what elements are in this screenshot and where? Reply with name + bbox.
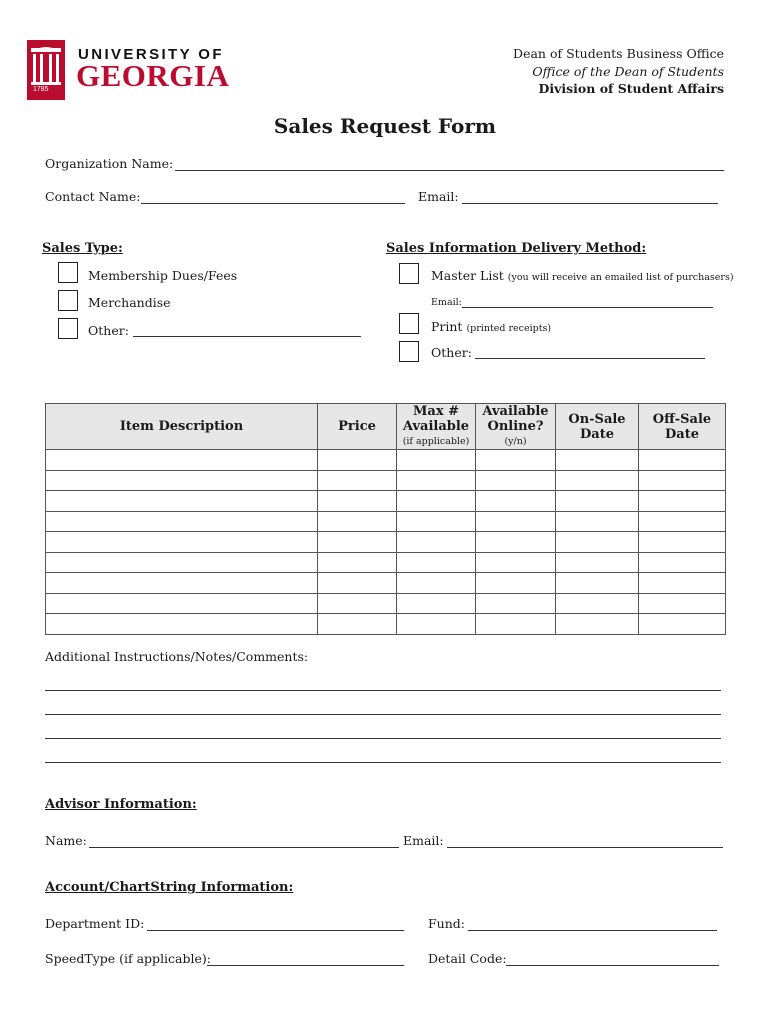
on-sale-date-cell[interactable] (556, 532, 639, 553)
on-sale-date-cell[interactable] (556, 470, 639, 491)
off-sale-date-header (639, 404, 726, 450)
delivery-other-field[interactable] (475, 358, 705, 359)
price-cell[interactable] (318, 491, 397, 512)
print-checkbox[interactable] (399, 313, 419, 334)
off-sale-date-cell[interactable] (639, 491, 726, 512)
speedtype-label: SpeedType (if applicable): (45, 951, 211, 966)
notes-line-2[interactable] (45, 714, 721, 715)
on-sale-date-cell[interactable] (556, 450, 639, 471)
logo-university-of: UNIVERSITY OF (78, 46, 224, 63)
item-description-header (46, 404, 318, 450)
detail-code-field[interactable] (506, 965, 719, 966)
price-cell[interactable] (318, 573, 397, 594)
merchandise-label: Merchandise (88, 295, 171, 310)
on-sale-date-cell[interactable] (556, 573, 639, 594)
table-row (46, 511, 726, 532)
available-online-cell[interactable] (476, 450, 556, 471)
contact-name-field[interactable] (141, 203, 405, 204)
table-row (46, 532, 726, 553)
available-online-cell[interactable] (476, 573, 556, 594)
max-available-cell[interactable] (397, 614, 476, 635)
price-header (318, 404, 397, 450)
print-label (431, 319, 551, 334)
membership-dues-label: Membership Dues/Fees (88, 268, 238, 283)
available-online-cell[interactable] (476, 470, 556, 491)
max-available-cell[interactable] (397, 450, 476, 471)
available-online-line1: Available (482, 404, 549, 419)
print-text: Print (431, 319, 463, 334)
master-list-text: Master List (431, 268, 504, 283)
fund-field[interactable] (468, 930, 717, 931)
max-available-cell[interactable] (397, 532, 476, 553)
table-row (46, 593, 726, 614)
off-sale-date-cell[interactable] (639, 614, 726, 635)
table-row (46, 450, 726, 471)
off-sale-date-cell[interactable] (639, 450, 726, 471)
max-available-line2: Available (402, 419, 470, 434)
advisor-email-field[interactable] (447, 847, 723, 848)
items-table (45, 403, 726, 635)
item-description-cell[interactable] (46, 593, 318, 614)
advisor-name-field[interactable] (89, 847, 399, 848)
available-online-cell[interactable] (476, 614, 556, 635)
delivery-other-checkbox[interactable] (399, 341, 419, 362)
max-available-cell[interactable] (397, 511, 476, 532)
off-sale-date-cell[interactable] (639, 511, 726, 532)
on-sale-date-cell[interactable] (556, 614, 639, 635)
price-cell[interactable] (318, 552, 397, 573)
max-available-cell[interactable] (397, 470, 476, 491)
on-sale-line2: Date (580, 426, 614, 442)
sales-type-other-field[interactable] (133, 336, 361, 337)
logo-year: 1785 (33, 86, 49, 93)
item-description-cell[interactable] (46, 573, 318, 594)
notes-label: Additional Instructions/Notes/Comments: (45, 649, 309, 664)
table-row (46, 573, 726, 594)
price-cell[interactable] (318, 532, 397, 553)
max-available-cell[interactable] (397, 491, 476, 512)
on-sale-date-cell[interactable] (556, 593, 639, 614)
print-note: (printed receipts) (466, 323, 552, 334)
table-row (46, 614, 726, 635)
price-cell[interactable] (318, 450, 397, 471)
fund-label: Fund: (428, 916, 465, 931)
off-sale-date-cell[interactable] (639, 470, 726, 491)
contact-email-label: Email: (418, 189, 459, 204)
off-sale-date-cell[interactable] (639, 573, 726, 594)
available-online-line2: Online? (487, 419, 544, 434)
delivery-method-heading: Sales Information Delivery Method: (386, 241, 647, 256)
max-available-header (397, 404, 476, 450)
on-sale-date-cell[interactable] (556, 491, 639, 512)
logo-georgia: GEORGIA (76, 58, 230, 93)
price-header-text: Price (338, 419, 376, 434)
off-sale-date-cell[interactable] (639, 593, 726, 614)
sales-type-heading: Sales Type: (42, 241, 123, 256)
advisor-heading: Advisor Information: (45, 797, 197, 812)
available-online-cell[interactable] (476, 491, 556, 512)
available-online-note: (y/n) (504, 436, 527, 447)
on-sale-date-header (556, 404, 639, 450)
master-list-email-label: Email: (431, 297, 462, 308)
on-sale-line1: On-Sale (568, 411, 626, 427)
off-sale-date-cell[interactable] (639, 552, 726, 573)
item-description-header-text: Item Description (119, 419, 244, 434)
notes-line-3[interactable] (45, 738, 721, 739)
account-heading: Account/ChartString Information: (45, 880, 294, 895)
max-available-cell[interactable] (397, 593, 476, 614)
max-available-line1: Max # (413, 404, 459, 419)
delivery-other-label: Other: (431, 345, 472, 360)
table-row (46, 470, 726, 491)
table-row (46, 491, 726, 512)
on-sale-date-cell[interactable] (556, 511, 639, 532)
max-available-cell[interactable] (397, 552, 476, 573)
master-list-label (431, 268, 734, 283)
off-sale-date-cell[interactable] (639, 532, 726, 553)
max-available-cell[interactable] (397, 573, 476, 594)
master-list-note: (you will receive an emailed list of purchasers) (507, 272, 734, 283)
department-id-field[interactable] (147, 930, 404, 931)
price-cell[interactable] (318, 614, 397, 635)
available-online-header (476, 404, 556, 450)
merchandise-checkbox[interactable] (58, 290, 78, 311)
price-cell[interactable] (318, 593, 397, 614)
organization-name-field[interactable] (175, 170, 724, 171)
advisor-name-label: Name: (45, 833, 87, 848)
price-cell[interactable] (318, 470, 397, 491)
item-description-cell[interactable] (46, 491, 318, 512)
master-list-email-field[interactable] (462, 307, 713, 308)
sales-type-other-checkbox[interactable] (58, 318, 78, 339)
membership-dues-checkbox[interactable] (58, 262, 78, 283)
detail-code-label: Detail Code: (428, 951, 507, 966)
items-table-header (46, 404, 726, 450)
available-online-cell[interactable] (476, 593, 556, 614)
master-list-checkbox[interactable] (399, 263, 419, 284)
item-description-cell[interactable] (46, 470, 318, 491)
off-sale-line1: Off-Sale (652, 411, 712, 427)
price-cell[interactable] (318, 511, 397, 532)
department-id-label: Department ID: (45, 916, 145, 931)
notes-line-4[interactable] (45, 762, 721, 763)
page-title: Sales Request Form (273, 114, 497, 138)
available-online-cell[interactable] (476, 552, 556, 573)
item-description-cell[interactable] (46, 532, 318, 553)
contact-email-field[interactable] (462, 203, 718, 204)
organization-name-label: Organization Name: (45, 156, 174, 171)
office-subtitle: Office of the Dean of Students (532, 64, 724, 79)
advisor-email-label: Email: (403, 833, 444, 848)
off-sale-line2: Date (665, 426, 699, 442)
contact-name-label: Contact Name: (45, 189, 141, 204)
sales-type-other-label: Other: (88, 323, 129, 338)
available-online-cell[interactable] (476, 511, 556, 532)
available-online-cell[interactable] (476, 532, 556, 553)
university-arch-logo-icon (27, 40, 65, 100)
notes-line-1[interactable] (45, 690, 721, 691)
table-row (46, 552, 726, 573)
item-description-cell[interactable] (46, 552, 318, 573)
item-description-cell[interactable] (46, 614, 318, 635)
office-name: Dean of Students Business Office (513, 46, 724, 61)
division-name: Division of Student Affairs (538, 81, 724, 96)
on-sale-date-cell[interactable] (556, 552, 639, 573)
item-description-cell[interactable] (46, 450, 318, 471)
max-available-note: (if applicable) (402, 436, 470, 447)
item-description-cell[interactable] (46, 511, 318, 532)
speedtype-field[interactable] (207, 965, 404, 966)
